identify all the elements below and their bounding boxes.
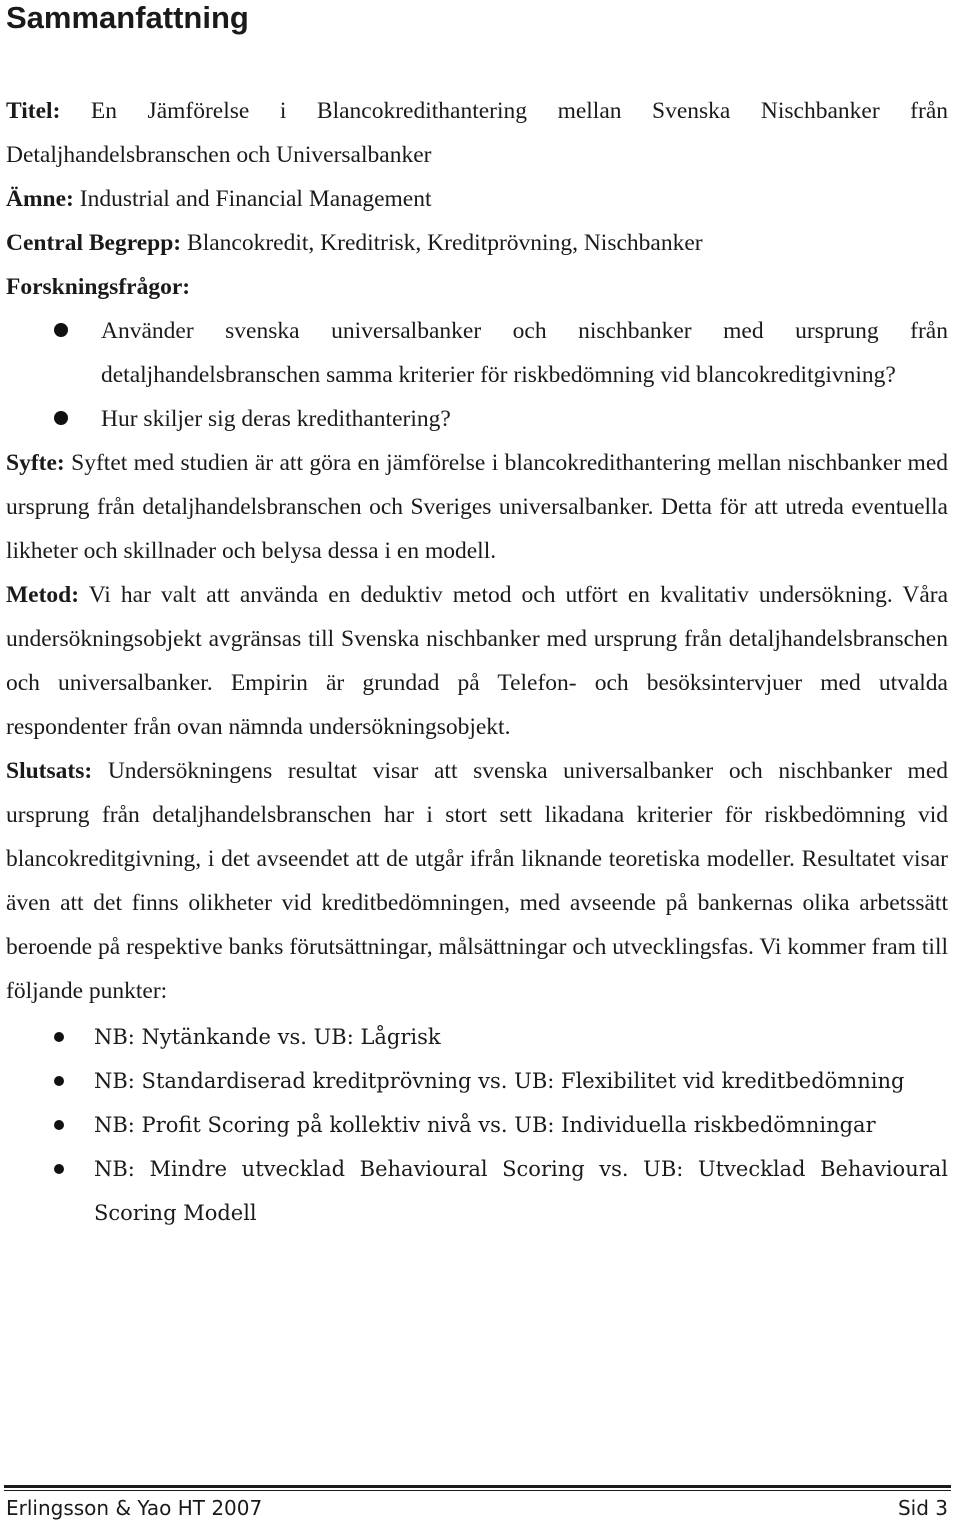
bullet-icon <box>54 411 68 425</box>
amne-paragraph <box>6 177 948 221</box>
footer-divider <box>4 1485 951 1488</box>
slutsats-text: Undersökningens resultat visar att svenska universalbanker och nischbanker med ursprung från detaljhandelsbranschen har i stort sett likadana kriterier för riskbedömning vid blancokreditgivning, i det avseendet att de utgår ifrån liknande teoretiska modeller. Resultatet visar även att det finns olikheter vid kreditbedömningen, med avseende på bankernas olika arbetssätt beroende på respektive banks förutsättningar, målsättningar och utvecklingsfas. Vi kommer fram till följande punkter: <box>6 758 948 1004</box>
metod-label: Metod: <box>6 582 80 608</box>
page-number: Sid 3 <box>897 1496 948 1520</box>
slutsats-label: Slutsats: <box>6 758 93 784</box>
forskningsfragor-paragraph <box>6 265 948 309</box>
bullet-icon <box>54 1032 64 1042</box>
summary-body <box>6 89 948 1235</box>
list-item <box>6 1059 948 1103</box>
conclusion-list <box>6 1015 948 1235</box>
metod-text: Vi har valt att använda en deduktiv metod och utfört en kvalitativ undersökning. Våra undersökningsobjekt avgränsas till Svenska nischbanker med ursprung från detaljhandelsbranschen och universalbanker. Empirin är grundad på Telefon- och besöksintervjuer med utvalda respondenter från ovan nämnda undersökningsobjekt. <box>6 582 949 740</box>
amne-label: Ämne: <box>6 186 74 212</box>
list-item <box>6 1147 948 1235</box>
central-begrepp-paragraph <box>6 221 948 265</box>
conclusion-point-text: NB: Mindre utvecklad Behavioural Scoring vs. UB: Utvecklad Behavioural Scoring Modell <box>94 1157 948 1225</box>
titel-paragraph <box>6 89 948 177</box>
conclusion-point-text: NB: Profit Scoring på kollektiv nivå vs. UB: Individuella riskbedömningar <box>94 1113 876 1137</box>
conclusion-point-text: NB: Nytänkande vs. UB: Lågrisk <box>94 1025 441 1049</box>
footer-divider-thin <box>4 1490 951 1491</box>
list-item <box>6 397 948 441</box>
conclusion-point-text: NB: Standardiserad kreditprövning vs. UB: Flexibilitet vid kreditbedömning <box>94 1069 905 1093</box>
amne-text: Industrial and Financial Management <box>79 186 432 212</box>
bullet-icon <box>54 1076 64 1086</box>
syfte-label: Syfte: <box>6 450 65 476</box>
research-question-text: Använder svenska universalbanker och nischbanker med ursprung från detaljhandelsbranschen samma kriterier för riskbedömning vid blancokreditgivning? <box>101 318 948 388</box>
metod-paragraph <box>6 573 948 749</box>
list-item <box>6 309 948 397</box>
syfte-text: Syftet med studien är att göra en jämförelse i blancokredithantering mellan nischbanker med ursprung från detaljhandelsbranschen och Sveriges universalbanker. Detta för att utreda eventuella likheter och skillnader och belysa dessa i en modell. <box>6 450 948 564</box>
research-question-list <box>6 309 948 441</box>
syfte-paragraph <box>6 441 948 573</box>
page-title: Sammanfattning <box>6 0 249 35</box>
forskningsfragor-label: Forskningsfrågor: <box>6 274 191 300</box>
research-question-text: Hur skiljer sig deras kredithantering? <box>101 406 451 432</box>
central-begrepp-text: Blancokredit, Kreditrisk, Kreditprövning, Nischbanker <box>187 230 703 256</box>
list-item <box>6 1015 948 1059</box>
titel-text: En Jämförelse i Blancokredithantering mellan Svenska Nischbanker från Detaljhandelsbranschen och Universalbanker <box>6 98 949 168</box>
titel-label: Titel: <box>6 98 61 124</box>
footer-authors: Erlingsson & Yao HT 2007 <box>6 1496 263 1520</box>
slutsats-paragraph <box>6 749 948 1013</box>
bullet-icon <box>54 1120 64 1130</box>
bullet-icon <box>54 1164 64 1174</box>
central-begrepp-label: Central Begrepp: <box>6 230 182 256</box>
page-footer <box>6 1493 948 1523</box>
list-item <box>6 1103 948 1147</box>
bullet-icon <box>54 323 68 337</box>
